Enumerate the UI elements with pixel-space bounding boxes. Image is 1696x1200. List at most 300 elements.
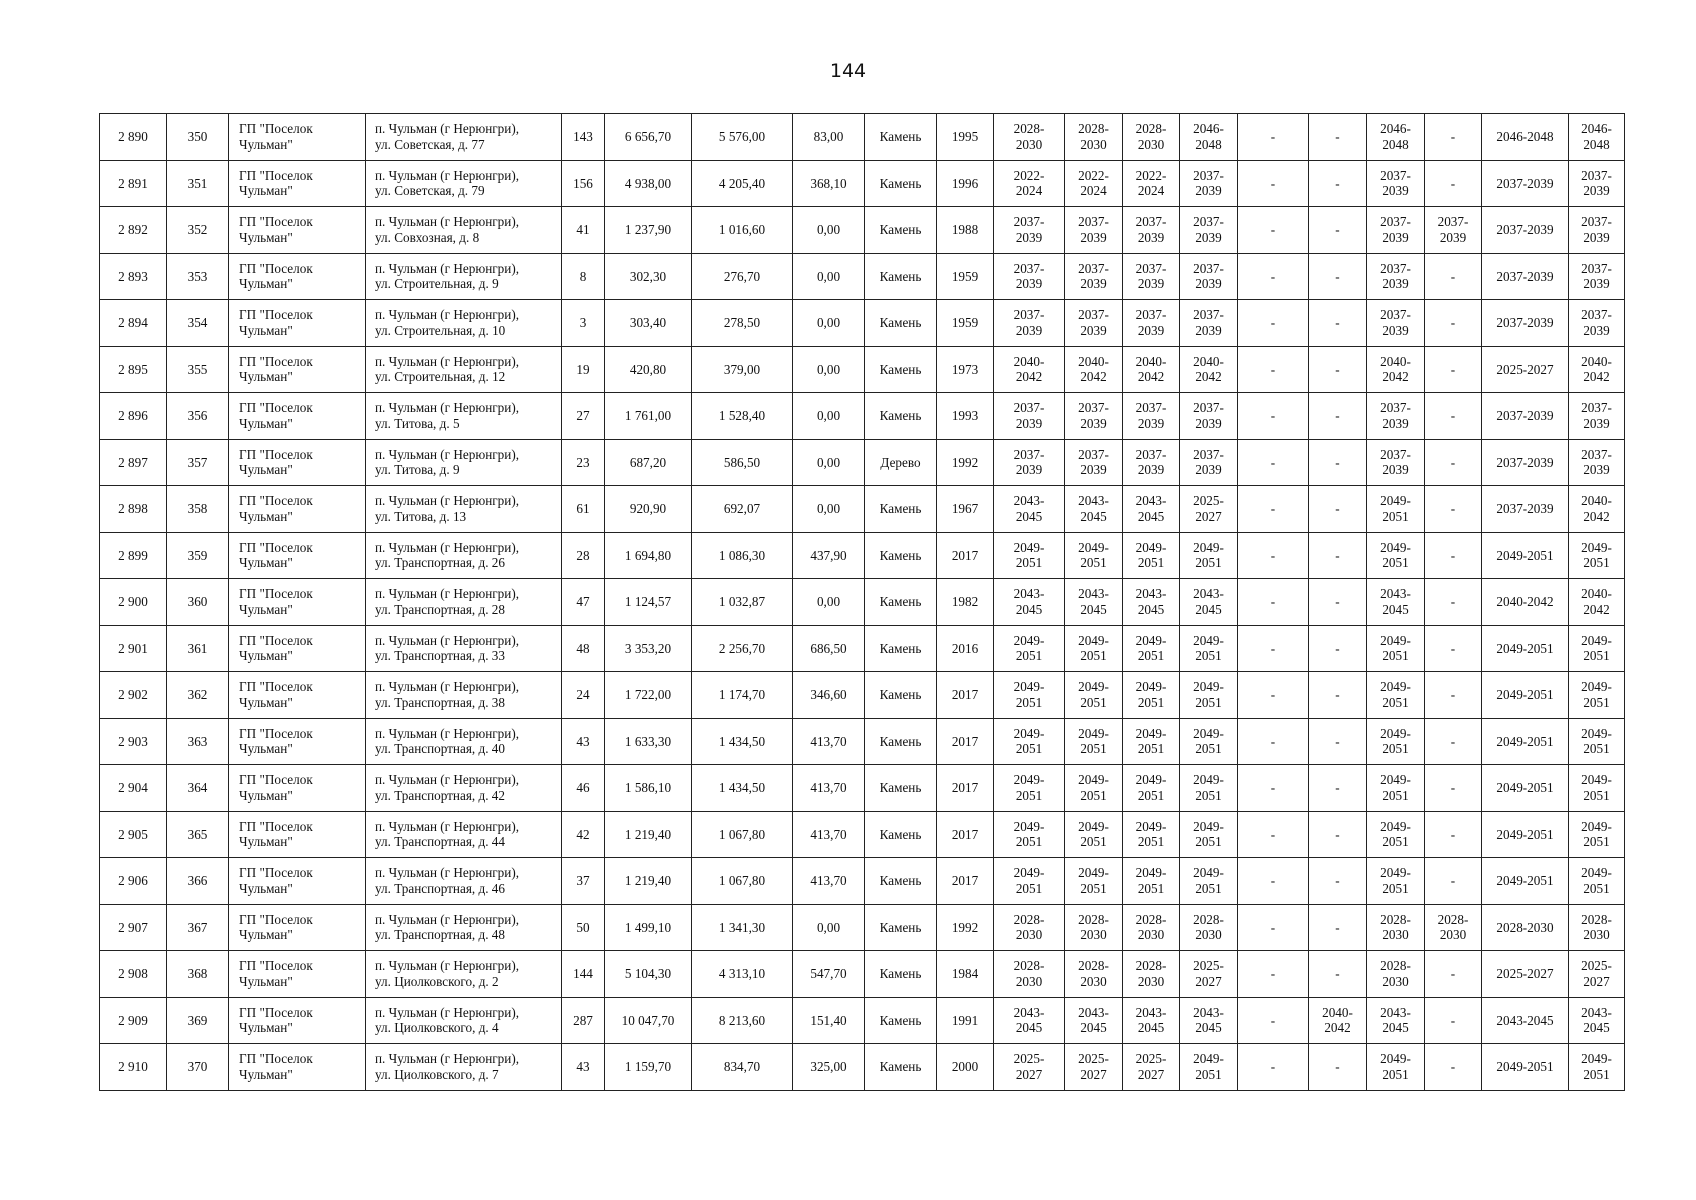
address-cell: п. Чульман (г Нерюнгри), ул. Транспортная, д. 40: [366, 718, 562, 765]
total-area-cell: 1 633,30: [605, 718, 692, 765]
period-1-cell: 2022- 2024: [994, 160, 1065, 207]
period-10-cell: 2043- 2045: [1569, 997, 1625, 1044]
period-5-cell: -: [1238, 486, 1309, 533]
municipality-cell: ГП "Поселок Чульман": [229, 300, 366, 347]
municipality-cell: ГП "Поселок Чульман": [229, 765, 366, 812]
living-area-cell: 5 576,00: [692, 114, 793, 161]
period-3-cell: 2022- 2024: [1123, 160, 1180, 207]
wall-material-cell: Камень: [865, 393, 937, 440]
table-row: [100, 439, 1625, 486]
wall-material-cell: Камень: [865, 858, 937, 905]
address-cell: п. Чульман (г Нерюнгри), ул. Транспортная, д. 44: [366, 811, 562, 858]
period-1-cell: 2037- 2039: [994, 393, 1065, 440]
living-area-cell: 1 086,30: [692, 532, 793, 579]
municipality-cell: ГП "Поселок Чульман": [229, 718, 366, 765]
total-area-cell: 3 353,20: [605, 625, 692, 672]
period-1-cell: 2049- 2051: [994, 532, 1065, 579]
period-5-cell: -: [1238, 253, 1309, 300]
period-7-cell: 2049- 2051: [1367, 672, 1425, 719]
year-built-cell: 1959: [937, 253, 994, 300]
address-cell: п. Чульман (г Нерюнгри), ул. Транспортная, д. 28: [366, 579, 562, 626]
period-3-cell: 2049- 2051: [1123, 532, 1180, 579]
living-area-cell: 4 313,10: [692, 951, 793, 998]
year-built-cell: 1984: [937, 951, 994, 998]
period-6-cell: -: [1309, 811, 1367, 858]
period-7-cell: 2049- 2051: [1367, 486, 1425, 533]
year-built-cell: 1993: [937, 393, 994, 440]
living-area-cell: 8 213,60: [692, 997, 793, 1044]
year-built-cell: 2017: [937, 765, 994, 812]
period-10-cell: 2049- 2051: [1569, 858, 1625, 905]
year-built-cell: 1991: [937, 997, 994, 1044]
period-6-cell: -: [1309, 253, 1367, 300]
wall-material-cell: Камень: [865, 765, 937, 812]
period-1-cell: 2049- 2051: [994, 858, 1065, 905]
year-built-cell: 1982: [937, 579, 994, 626]
period-3-cell: 2049- 2051: [1123, 765, 1180, 812]
table-row: [100, 207, 1625, 254]
row-number-cell: 368: [167, 951, 229, 998]
living-area-cell: 1 067,80: [692, 811, 793, 858]
period-4-cell: 2037- 2039: [1180, 300, 1238, 347]
period-10-cell: 2049- 2051: [1569, 532, 1625, 579]
registry-number-cell: 2 897: [100, 439, 167, 486]
row-number-cell: 365: [167, 811, 229, 858]
period-2-cell: 2043- 2045: [1065, 486, 1123, 533]
period-7-cell: 2040- 2042: [1367, 346, 1425, 393]
nonresidential-area-cell: 83,00: [793, 114, 865, 161]
table-row: [100, 486, 1625, 533]
wall-material-cell: Камень: [865, 951, 937, 998]
address-cell: п. Чульман (г Нерюнгри), ул. Транспортная, д. 33: [366, 625, 562, 672]
municipality-cell: ГП "Поселок Чульман": [229, 858, 366, 905]
period-3-cell: 2037- 2039: [1123, 393, 1180, 440]
nonresidential-area-cell: 346,60: [793, 672, 865, 719]
period-8-cell: -: [1425, 486, 1482, 533]
period-4-cell: 2049- 2051: [1180, 858, 1238, 905]
period-1-cell: 2028- 2030: [994, 951, 1065, 998]
registry-number-cell: 2 902: [100, 672, 167, 719]
registry-number-cell: 2 910: [100, 1044, 167, 1091]
period-4-cell: 2049- 2051: [1180, 811, 1238, 858]
period-5-cell: -: [1238, 160, 1309, 207]
period-4-cell: 2049- 2051: [1180, 1044, 1238, 1091]
nonresidential-area-cell: 0,00: [793, 904, 865, 951]
period-9-cell: 2049-2051: [1482, 625, 1569, 672]
address-cell: п. Чульман (г Нерюнгри), ул. Совхозная, д. 8: [366, 207, 562, 254]
address-cell: п. Чульман (г Нерюнгри), ул. Циолковского, д. 7: [366, 1044, 562, 1091]
period-2-cell: 2037- 2039: [1065, 393, 1123, 440]
period-7-cell: 2049- 2051: [1367, 811, 1425, 858]
period-3-cell: 2028- 2030: [1123, 904, 1180, 951]
period-3-cell: 2049- 2051: [1123, 811, 1180, 858]
period-2-cell: 2043- 2045: [1065, 997, 1123, 1044]
period-9-cell: 2037-2039: [1482, 207, 1569, 254]
table-row: [100, 346, 1625, 393]
period-2-cell: 2037- 2039: [1065, 300, 1123, 347]
period-6-cell: -: [1309, 114, 1367, 161]
registry-number-cell: 2 899: [100, 532, 167, 579]
period-7-cell: 2046- 2048: [1367, 114, 1425, 161]
residents-cell: 156: [562, 160, 605, 207]
period-5-cell: -: [1238, 393, 1309, 440]
address-cell: п. Чульман (г Нерюнгри), ул. Транспортная, д. 26: [366, 532, 562, 579]
period-3-cell: 2049- 2051: [1123, 672, 1180, 719]
row-number-cell: 366: [167, 858, 229, 905]
period-8-cell: -: [1425, 114, 1482, 161]
period-4-cell: 2025- 2027: [1180, 951, 1238, 998]
nonresidential-area-cell: 0,00: [793, 393, 865, 440]
period-6-cell: -: [1309, 486, 1367, 533]
municipality-cell: ГП "Поселок Чульман": [229, 207, 366, 254]
period-8-cell: -: [1425, 997, 1482, 1044]
period-1-cell: 2037- 2039: [994, 439, 1065, 486]
period-6-cell: -: [1309, 672, 1367, 719]
period-3-cell: 2049- 2051: [1123, 858, 1180, 905]
period-7-cell: 2037- 2039: [1367, 439, 1425, 486]
period-4-cell: 2037- 2039: [1180, 439, 1238, 486]
period-8-cell: -: [1425, 1044, 1482, 1091]
nonresidential-area-cell: 413,70: [793, 811, 865, 858]
total-area-cell: 10 047,70: [605, 997, 692, 1044]
period-9-cell: 2049-2051: [1482, 1044, 1569, 1091]
period-10-cell: 2049- 2051: [1569, 672, 1625, 719]
total-area-cell: 420,80: [605, 346, 692, 393]
registry-number-cell: 2 898: [100, 486, 167, 533]
municipality-cell: ГП "Поселок Чульман": [229, 1044, 366, 1091]
period-8-cell: -: [1425, 718, 1482, 765]
wall-material-cell: Камень: [865, 997, 937, 1044]
address-cell: п. Чульман (г Нерюнгри), ул. Советская, д. 77: [366, 114, 562, 161]
registry-number-cell: 2 905: [100, 811, 167, 858]
period-10-cell: 2037- 2039: [1569, 439, 1625, 486]
living-area-cell: 276,70: [692, 253, 793, 300]
total-area-cell: 1 159,70: [605, 1044, 692, 1091]
period-5-cell: -: [1238, 207, 1309, 254]
period-8-cell: 2028- 2030: [1425, 904, 1482, 951]
municipality-cell: ГП "Поселок Чульман": [229, 904, 366, 951]
total-area-cell: 1 586,10: [605, 765, 692, 812]
address-cell: п. Чульман (г Нерюнгри), ул. Транспортная, д. 46: [366, 858, 562, 905]
nonresidential-area-cell: 0,00: [793, 486, 865, 533]
total-area-cell: 1 219,40: [605, 811, 692, 858]
period-9-cell: 2037-2039: [1482, 160, 1569, 207]
period-2-cell: 2049- 2051: [1065, 625, 1123, 672]
living-area-cell: 278,50: [692, 300, 793, 347]
period-9-cell: 2037-2039: [1482, 486, 1569, 533]
living-area-cell: 586,50: [692, 439, 793, 486]
period-6-cell: -: [1309, 439, 1367, 486]
period-2-cell: 2049- 2051: [1065, 858, 1123, 905]
period-7-cell: 2049- 2051: [1367, 532, 1425, 579]
period-5-cell: -: [1238, 904, 1309, 951]
nonresidential-area-cell: 0,00: [793, 253, 865, 300]
page-number: 144: [829, 60, 867, 82]
period-2-cell: 2028- 2030: [1065, 114, 1123, 161]
total-area-cell: 1 761,00: [605, 393, 692, 440]
period-9-cell: 2037-2039: [1482, 300, 1569, 347]
period-4-cell: 2028- 2030: [1180, 904, 1238, 951]
nonresidential-area-cell: 0,00: [793, 439, 865, 486]
period-7-cell: 2037- 2039: [1367, 207, 1425, 254]
period-1-cell: 2043- 2045: [994, 997, 1065, 1044]
period-10-cell: 2049- 2051: [1569, 765, 1625, 812]
nonresidential-area-cell: 0,00: [793, 346, 865, 393]
period-3-cell: 2037- 2039: [1123, 300, 1180, 347]
municipality-cell: ГП "Поселок Чульман": [229, 486, 366, 533]
municipality-cell: ГП "Поселок Чульман": [229, 253, 366, 300]
wall-material-cell: Камень: [865, 300, 937, 347]
residents-cell: 42: [562, 811, 605, 858]
year-built-cell: 1992: [937, 439, 994, 486]
nonresidential-area-cell: 686,50: [793, 625, 865, 672]
period-6-cell: -: [1309, 160, 1367, 207]
address-cell: п. Чульман (г Нерюнгри), ул. Строительная, д. 12: [366, 346, 562, 393]
period-8-cell: 2037- 2039: [1425, 207, 1482, 254]
total-area-cell: 302,30: [605, 253, 692, 300]
year-built-cell: 2000: [937, 1044, 994, 1091]
row-number-cell: 364: [167, 765, 229, 812]
period-10-cell: 2040- 2042: [1569, 486, 1625, 533]
year-built-cell: 2016: [937, 625, 994, 672]
residents-cell: 19: [562, 346, 605, 393]
registry-number-cell: 2 892: [100, 207, 167, 254]
table-row: [100, 300, 1625, 347]
municipality-cell: ГП "Поселок Чульман": [229, 672, 366, 719]
address-cell: п. Чульман (г Нерюнгри), ул. Циолковского, д. 4: [366, 997, 562, 1044]
wall-material-cell: Камень: [865, 207, 937, 254]
wall-material-cell: Камень: [865, 253, 937, 300]
total-area-cell: 920,90: [605, 486, 692, 533]
nonresidential-area-cell: 437,90: [793, 532, 865, 579]
period-9-cell: 2049-2051: [1482, 718, 1569, 765]
living-area-cell: 1 341,30: [692, 904, 793, 951]
period-1-cell: 2049- 2051: [994, 811, 1065, 858]
period-8-cell: -: [1425, 811, 1482, 858]
registry-number-cell: 2 903: [100, 718, 167, 765]
registry-number-cell: 2 909: [100, 997, 167, 1044]
registry-number-cell: 2 900: [100, 579, 167, 626]
period-7-cell: 2028- 2030: [1367, 951, 1425, 998]
period-2-cell: 2028- 2030: [1065, 904, 1123, 951]
living-area-cell: 2 256,70: [692, 625, 793, 672]
living-area-cell: 1 434,50: [692, 765, 793, 812]
registry-number-cell: 2 908: [100, 951, 167, 998]
period-10-cell: 2037- 2039: [1569, 393, 1625, 440]
period-10-cell: 2037- 2039: [1569, 300, 1625, 347]
period-2-cell: 2049- 2051: [1065, 765, 1123, 812]
living-area-cell: 1 016,60: [692, 207, 793, 254]
period-1-cell: 2049- 2051: [994, 625, 1065, 672]
period-3-cell: 2028- 2030: [1123, 951, 1180, 998]
period-7-cell: 2049- 2051: [1367, 718, 1425, 765]
period-8-cell: -: [1425, 393, 1482, 440]
period-9-cell: 2049-2051: [1482, 672, 1569, 719]
period-7-cell: 2049- 2051: [1367, 625, 1425, 672]
year-built-cell: 1959: [937, 300, 994, 347]
period-3-cell: 2049- 2051: [1123, 718, 1180, 765]
address-cell: п. Чульман (г Нерюнгри), ул. Титова, д. 13: [366, 486, 562, 533]
period-4-cell: 2037- 2039: [1180, 160, 1238, 207]
wall-material-cell: Камень: [865, 579, 937, 626]
period-2-cell: 2037- 2039: [1065, 439, 1123, 486]
period-5-cell: -: [1238, 811, 1309, 858]
table-row: [100, 672, 1625, 719]
total-area-cell: 6 656,70: [605, 114, 692, 161]
nonresidential-area-cell: 413,70: [793, 765, 865, 812]
period-2-cell: 2049- 2051: [1065, 532, 1123, 579]
period-3-cell: 2037- 2039: [1123, 207, 1180, 254]
living-area-cell: 834,70: [692, 1044, 793, 1091]
period-9-cell: 2040-2042: [1482, 579, 1569, 626]
residents-cell: 24: [562, 672, 605, 719]
nonresidential-area-cell: 0,00: [793, 579, 865, 626]
total-area-cell: 4 938,00: [605, 160, 692, 207]
wall-material-cell: Камень: [865, 346, 937, 393]
period-9-cell: 2025-2027: [1482, 951, 1569, 998]
period-9-cell: 2037-2039: [1482, 253, 1569, 300]
row-number-cell: 357: [167, 439, 229, 486]
period-8-cell: -: [1425, 253, 1482, 300]
period-6-cell: -: [1309, 858, 1367, 905]
period-2-cell: 2043- 2045: [1065, 579, 1123, 626]
period-1-cell: 2037- 2039: [994, 253, 1065, 300]
period-6-cell: -: [1309, 625, 1367, 672]
address-cell: п. Чульман (г Нерюнгри), ул. Транспортная, д. 38: [366, 672, 562, 719]
period-8-cell: -: [1425, 625, 1482, 672]
table-row: [100, 625, 1625, 672]
period-2-cell: 2037- 2039: [1065, 253, 1123, 300]
period-9-cell: 2028-2030: [1482, 904, 1569, 951]
living-area-cell: 379,00: [692, 346, 793, 393]
address-cell: п. Чульман (г Нерюнгри), ул. Советская, д. 79: [366, 160, 562, 207]
address-cell: п. Чульман (г Нерюнгри), ул. Транспортная, д. 42: [366, 765, 562, 812]
period-7-cell: 2037- 2039: [1367, 160, 1425, 207]
period-10-cell: 2040- 2042: [1569, 579, 1625, 626]
period-5-cell: -: [1238, 532, 1309, 579]
municipality-cell: ГП "Поселок Чульман": [229, 951, 366, 998]
period-10-cell: 2040- 2042: [1569, 346, 1625, 393]
period-1-cell: 2049- 2051: [994, 718, 1065, 765]
period-5-cell: -: [1238, 672, 1309, 719]
period-5-cell: -: [1238, 346, 1309, 393]
year-built-cell: 2017: [937, 532, 994, 579]
period-10-cell: 2046- 2048: [1569, 114, 1625, 161]
period-5-cell: -: [1238, 765, 1309, 812]
registry-table: [99, 113, 1625, 1091]
nonresidential-area-cell: 151,40: [793, 997, 865, 1044]
total-area-cell: 1 722,00: [605, 672, 692, 719]
table-row: [100, 718, 1625, 765]
row-number-cell: 370: [167, 1044, 229, 1091]
address-cell: п. Чульман (г Нерюнгри), ул. Строительная, д. 10: [366, 300, 562, 347]
period-5-cell: -: [1238, 579, 1309, 626]
period-9-cell: 2025-2027: [1482, 346, 1569, 393]
row-number-cell: 369: [167, 997, 229, 1044]
period-3-cell: 2025- 2027: [1123, 1044, 1180, 1091]
registry-number-cell: 2 901: [100, 625, 167, 672]
table-row: [100, 997, 1625, 1044]
period-6-cell: -: [1309, 765, 1367, 812]
period-2-cell: 2028- 2030: [1065, 951, 1123, 998]
year-built-cell: 1992: [937, 904, 994, 951]
table-row: [100, 393, 1625, 440]
period-6-cell: -: [1309, 579, 1367, 626]
row-number-cell: 363: [167, 718, 229, 765]
period-7-cell: 2049- 2051: [1367, 765, 1425, 812]
address-cell: п. Чульман (г Нерюнгри), ул. Транспортная, д. 48: [366, 904, 562, 951]
table-row: [100, 114, 1625, 161]
period-4-cell: 2037- 2039: [1180, 207, 1238, 254]
row-number-cell: 351: [167, 160, 229, 207]
period-8-cell: -: [1425, 579, 1482, 626]
row-number-cell: 361: [167, 625, 229, 672]
period-10-cell: 2037- 2039: [1569, 207, 1625, 254]
living-area-cell: 4 205,40: [692, 160, 793, 207]
total-area-cell: 1 124,57: [605, 579, 692, 626]
row-number-cell: 353: [167, 253, 229, 300]
year-built-cell: 1988: [937, 207, 994, 254]
municipality-cell: ГП "Поселок Чульман": [229, 346, 366, 393]
wall-material-cell: Камень: [865, 811, 937, 858]
living-area-cell: 1 434,50: [692, 718, 793, 765]
table-row: [100, 811, 1625, 858]
total-area-cell: 5 104,30: [605, 951, 692, 998]
residents-cell: 47: [562, 579, 605, 626]
period-3-cell: 2040- 2042: [1123, 346, 1180, 393]
period-3-cell: 2043- 2045: [1123, 486, 1180, 533]
period-5-cell: -: [1238, 300, 1309, 347]
wall-material-cell: Камень: [865, 532, 937, 579]
row-number-cell: 358: [167, 486, 229, 533]
period-9-cell: 2049-2051: [1482, 765, 1569, 812]
period-9-cell: 2049-2051: [1482, 858, 1569, 905]
registry-number-cell: 2 907: [100, 904, 167, 951]
total-area-cell: 1 237,90: [605, 207, 692, 254]
period-7-cell: 2028- 2030: [1367, 904, 1425, 951]
period-8-cell: -: [1425, 951, 1482, 998]
period-7-cell: 2037- 2039: [1367, 253, 1425, 300]
period-4-cell: 2046- 2048: [1180, 114, 1238, 161]
period-6-cell: -: [1309, 718, 1367, 765]
period-9-cell: 2037-2039: [1482, 393, 1569, 440]
nonresidential-area-cell: 0,00: [793, 207, 865, 254]
living-area-cell: 1 067,80: [692, 858, 793, 905]
table-row: [100, 904, 1625, 951]
municipality-cell: ГП "Поселок Чульман": [229, 811, 366, 858]
residents-cell: 46: [562, 765, 605, 812]
period-1-cell: 2049- 2051: [994, 765, 1065, 812]
address-cell: п. Чульман (г Нерюнгри), ул. Титова, д. 5: [366, 393, 562, 440]
period-5-cell: -: [1238, 114, 1309, 161]
table-row: [100, 253, 1625, 300]
residents-cell: 8: [562, 253, 605, 300]
period-9-cell: 2046-2048: [1482, 114, 1569, 161]
table-row: [100, 858, 1625, 905]
table-row: [100, 1044, 1625, 1091]
period-5-cell: -: [1238, 1044, 1309, 1091]
registry-number-cell: 2 894: [100, 300, 167, 347]
address-cell: п. Чульман (г Нерюнгри), ул. Циолковского, д. 2: [366, 951, 562, 998]
period-7-cell: 2043- 2045: [1367, 579, 1425, 626]
period-3-cell: 2043- 2045: [1123, 997, 1180, 1044]
registry-number-cell: 2 891: [100, 160, 167, 207]
period-1-cell: 2025- 2027: [994, 1044, 1065, 1091]
wall-material-cell: Камень: [865, 672, 937, 719]
year-built-cell: 1995: [937, 114, 994, 161]
period-4-cell: 2025- 2027: [1180, 486, 1238, 533]
wall-material-cell: Дерево: [865, 439, 937, 486]
